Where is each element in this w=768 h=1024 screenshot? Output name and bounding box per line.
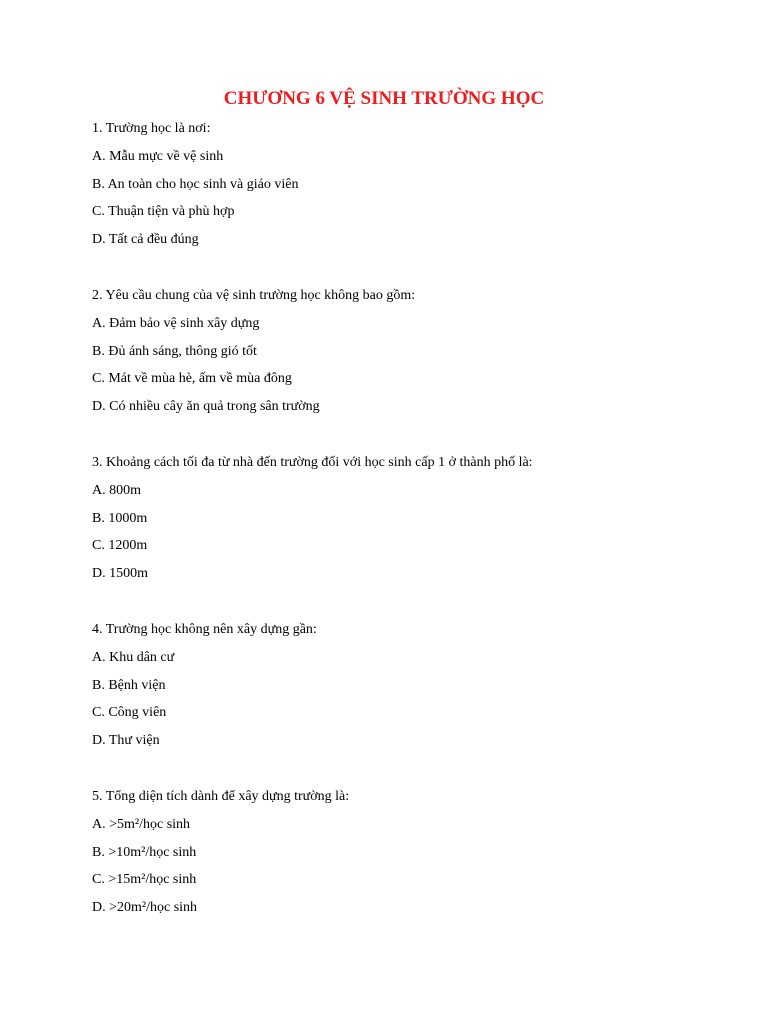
- answer-option-b: B. An toàn cho học sinh và giáo viên: [92, 176, 299, 192]
- question-5: [92, 787, 712, 926]
- answer-option-c: C. Mát về mùa hè, ấm về mùa đông: [92, 371, 292, 387]
- answer-option-c: C. >15m²/học sinh: [92, 872, 197, 888]
- answer-option-c: C. Công viên: [92, 705, 167, 721]
- answer-option-a: A. Đảm bảo vệ sinh xây dựng: [92, 315, 260, 331]
- answer-option-c: C. 1200m: [92, 538, 148, 554]
- question-4: [92, 620, 712, 759]
- question-1: [92, 119, 712, 258]
- answer-option-d: D. Thư viện: [92, 733, 160, 749]
- answer-option-d: D. Có nhiều cây ăn quả trong sân trường: [92, 399, 320, 415]
- answer-option-b: B. 1000m: [92, 510, 148, 526]
- answer-option-b: B. Đủ ánh sáng, thông gió tốt: [92, 343, 257, 359]
- question-stem: 1. Trường học là nơi:: [92, 121, 211, 136]
- question-stem: 4. Trường học không nên xây dựng gần:: [92, 622, 317, 637]
- answer-option-d: D. Tất cả đều đúng: [92, 232, 199, 248]
- page-title: CHƯƠNG 6 VỆ SINH TRƯỜNG HỌC: [223, 88, 545, 109]
- question-2: [92, 286, 712, 425]
- answer-option-a: A. 800m: [92, 482, 141, 498]
- answer-option-d: D. >20m²/học sinh: [92, 900, 198, 916]
- answer-option-b: B. >10m²/học sinh: [92, 844, 197, 860]
- answer-option-a: A. >5m²/học sinh: [92, 816, 191, 832]
- answer-option-c: C. Thuận tiện và phù hợp: [92, 204, 235, 220]
- question-stem: 3. Khoảng cách tối đa từ nhà đến trường đối với học sinh cấp 1 ở thành phố là:: [92, 455, 533, 470]
- answer-option-a: A. Mẫu mực về vệ sinh: [92, 148, 224, 164]
- question-stem: 2. Yêu cầu chung của vệ sinh trường học không bao gồm:: [92, 288, 416, 303]
- answer-option-d: D. 1500m: [92, 566, 148, 582]
- answer-option-b: B. Bệnh viện: [92, 677, 166, 693]
- answer-option-a: A. Khu dân cư: [92, 649, 175, 665]
- question-3: [92, 453, 712, 592]
- question-stem: 5. Tổng diện tích dành để xây dựng trường là:: [92, 789, 350, 804]
